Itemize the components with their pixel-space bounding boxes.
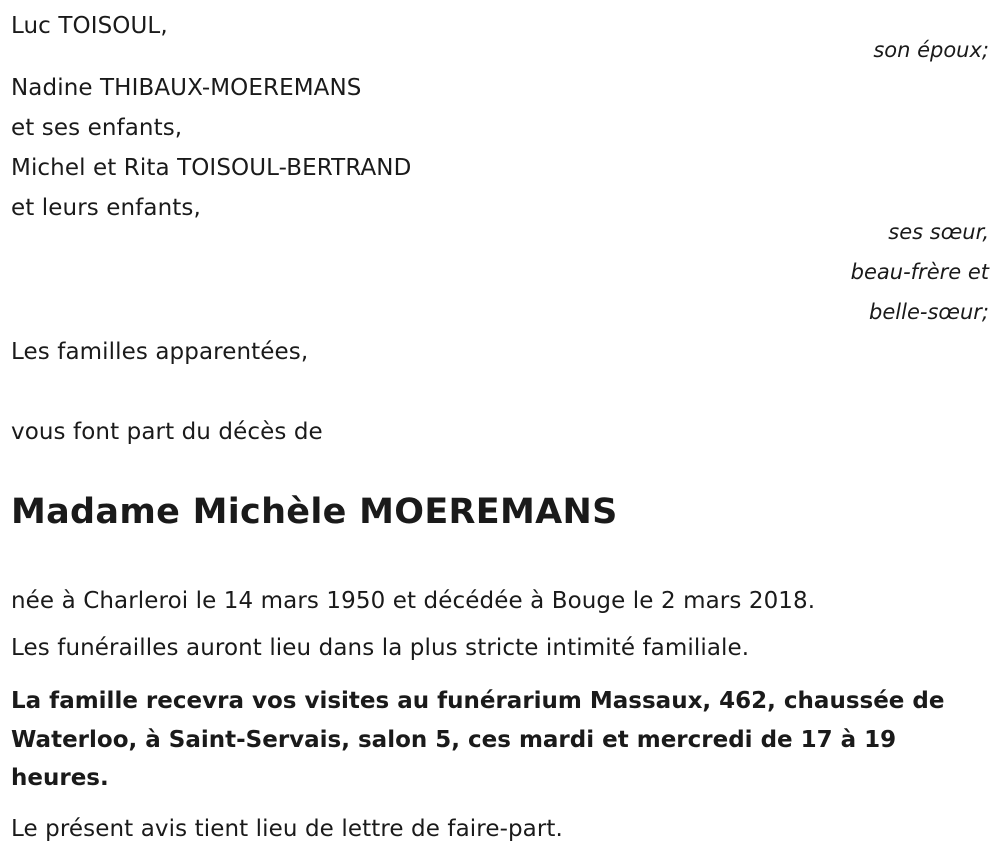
family-line-1: Nadine THIBAUX-MOEREMANS xyxy=(11,75,362,101)
visits-note: La famille recevra vos visites au funérarium Massaux, 462, chaussée de Waterloo, à Saint-Servais, salon 5, ces mardi et mercredi de 17 à 19 heures. xyxy=(11,688,945,791)
funeral-note: Les funérailles auront lieu dans la plus stricte intimité familiale. xyxy=(11,635,750,661)
spouse-name: Luc TOISOUL, xyxy=(11,13,168,39)
family-line-2: et ses enfants, xyxy=(11,115,183,141)
spouse-role: son époux; xyxy=(873,38,989,62)
family-line-4: et leurs enfants, xyxy=(11,195,201,221)
deceased-name: Madame Michèle MOEREMANS xyxy=(11,492,618,532)
sibling-role-1: ses sœur, xyxy=(888,220,989,244)
sibling-role-3: belle-sœur; xyxy=(869,300,989,324)
related-families: Les familles apparentées, xyxy=(11,339,309,365)
birth-death-dates: née à Charleroi le 14 mars 1950 et décédée à Bouge le 2 mars 2018. xyxy=(11,588,816,614)
sibling-role-2: beau-frère et xyxy=(850,260,989,284)
family-line-3: Michel et Rita TOISOUL-BERTRAND xyxy=(11,155,412,181)
announcement-intro: vous font part du décès de xyxy=(11,419,323,445)
closing-note: Le présent avis tient lieu de lettre de faire-part. xyxy=(11,816,563,842)
